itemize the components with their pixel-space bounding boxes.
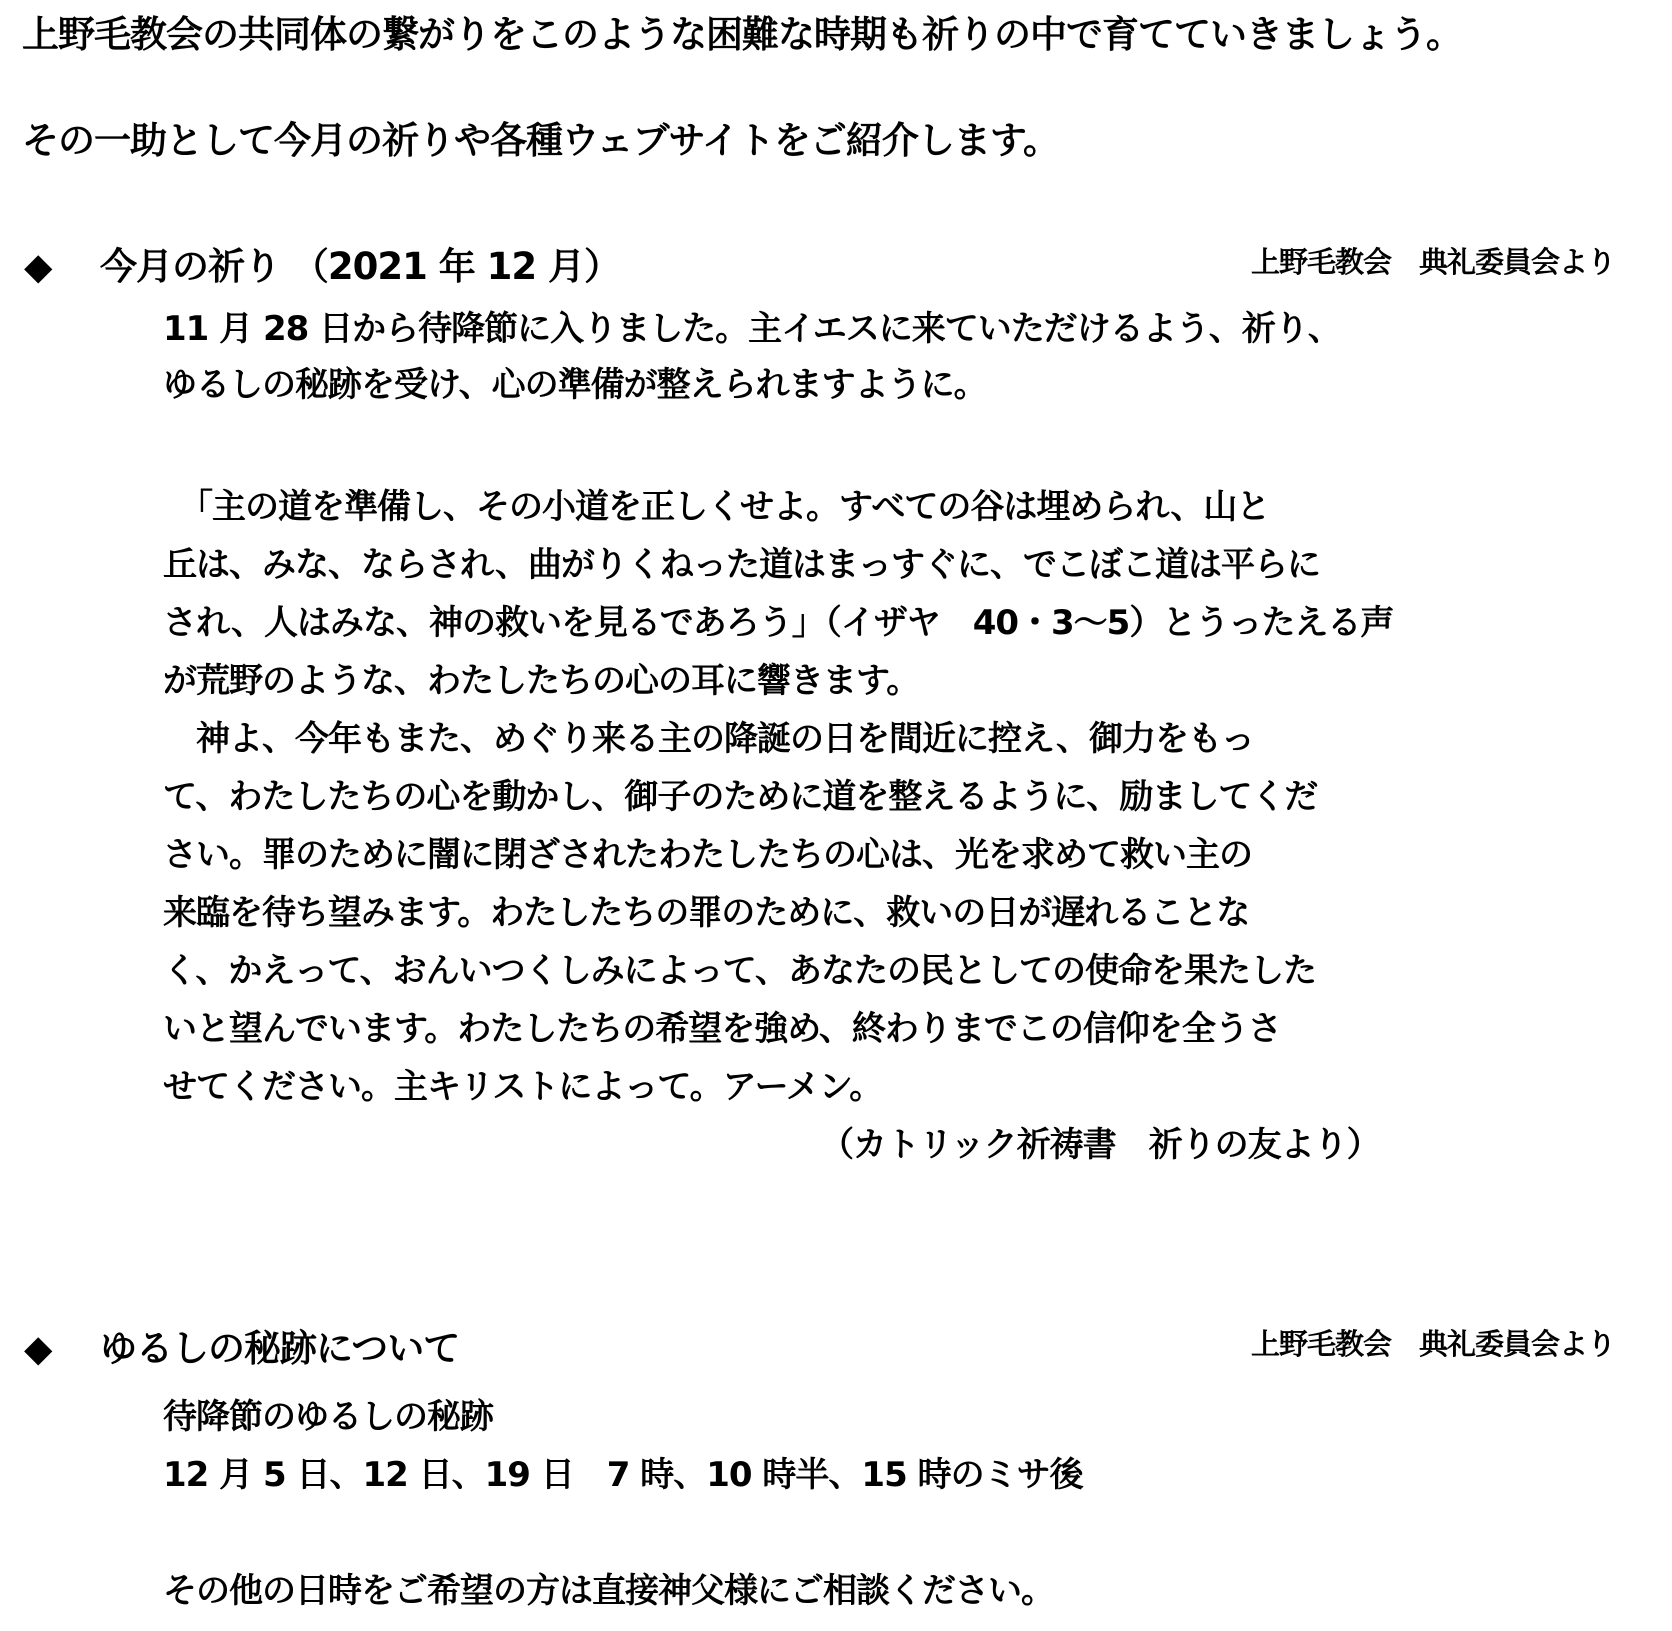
prayer-quote-line-1: 「主の道を準備し、その小道を正しくせよ。すべての谷は埋められ、山と — [163, 487, 1270, 527]
reconciliation-note: その他の日時をご希望の方は直接神父様にご相談ください。 — [163, 1571, 1054, 1611]
prayer-text-line-6: いと望んでいます。わたしたちの希望を強め、終わりまでこの信仰を全うさ — [163, 1009, 1281, 1049]
prayer-quote-line-4: が荒野のような、わたしたちの心の耳に響きます。 — [163, 661, 920, 701]
prayer-section-attribution: 上野毛教会 典礼委員会より — [1251, 245, 1616, 279]
prayer-lead-line-1: 11 月 28 日から待降節に入りました。主イエスに来ていただけるよう、祈り、 — [163, 309, 1341, 349]
prayer-text-line-2: て、わたしたちの心を動かし、御子のために道を整えるように、励ましてくだ — [163, 777, 1318, 817]
prayer-text-line-7: せてください。主キリストによって。アーメン。 — [163, 1067, 883, 1107]
diamond-bullet-icon: ◆ — [24, 1327, 52, 1370]
reconciliation-section-title: ゆるしの秘跡について — [100, 1327, 460, 1370]
prayer-quote-line-3: され、人はみな、神の救いを見るであろう」（イザヤ 40・3～5）とうったえる声 — [163, 603, 1394, 643]
reconciliation-schedule: 12 月 5 日、12 日、19 日 7 時、10 時半、15 時のミサ後 — [163, 1455, 1083, 1495]
reconciliation-section-attribution: 上野毛教会 典礼委員会より — [1251, 1327, 1616, 1361]
intro-line-1: 上野毛教会の共同体の繋がりをこのような困難な時期も祈りの中で育てていきましょう。 — [22, 13, 1462, 56]
prayer-text-line-3: さい。罪のために闇に閉ざされたわたしたちの心は、光を求めて救い主の — [163, 835, 1252, 875]
intro-line-2: その一助として今月の祈りや各種ウェブサイトをご紹介します。 — [22, 119, 1059, 162]
reconciliation-section-heading — [24, 1327, 460, 1370]
prayer-section-heading — [24, 245, 620, 288]
prayer-text-line-1: 神よ、今年もまた、めぐり来る主の降誕の日を間近に控え、御力をもっ — [163, 719, 1255, 759]
prayer-section-title: 今月の祈り （2021 年 12 月） — [100, 245, 620, 288]
diamond-bullet-icon: ◆ — [24, 245, 52, 288]
prayer-quote-line-2: 丘は、みな、ならされ、曲がりくねった道はまっすぐに、でこぼこ道は平らに — [163, 545, 1321, 585]
prayer-lead-line-2: ゆるしの秘跡を受け、心の準備が整えられますように。 — [163, 365, 987, 405]
prayer-text-line-4: 来臨を待ち望みます。わたしたちの罪のために、救いの日が遅れることな — [163, 893, 1250, 933]
prayer-source: （カトリック祈祷書 祈りの友より） — [820, 1125, 1380, 1165]
reconciliation-subtitle: 待降節のゆるしの秘跡 — [163, 1397, 493, 1437]
prayer-text-line-5: く、かえって、おんいつくしみによって、あなたの民としての使命を果たした — [163, 951, 1316, 991]
